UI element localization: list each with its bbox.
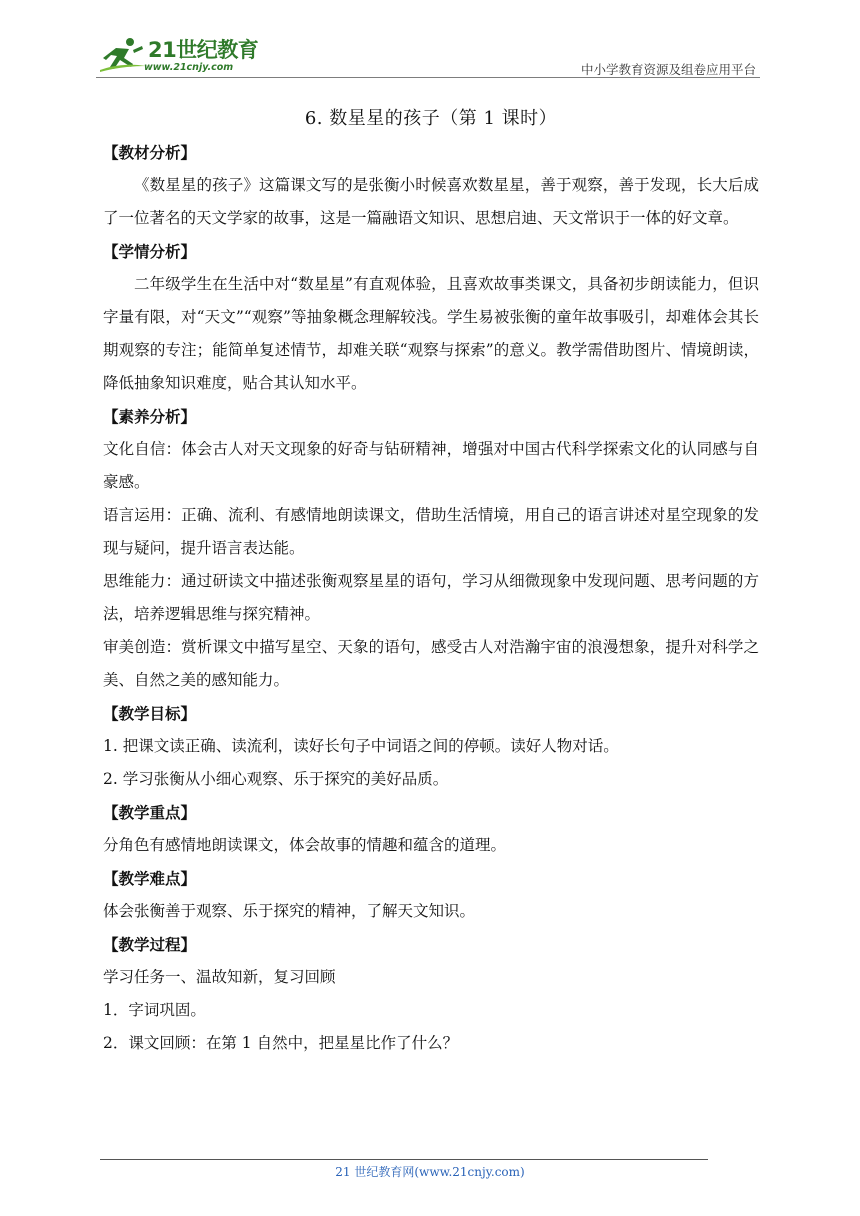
page-header (96, 30, 760, 78)
runner-logo-icon (96, 36, 148, 76)
paragraph-literacy-culture: 文化自信：体会古人对天文现象的好奇与钻研精神，增强对中国古代科学探索文化的认同感与自豪感。 (103, 440, 759, 491)
process-task: 学习任务一、温故知新，复习回顾 (103, 968, 336, 986)
paragraph-literacy-language: 语言运用：正确、流利、有感情地朗读课文，借助生活情境，用自己的语言讲述对星空现象的发现与疑问，提升语言表达能。 (103, 506, 759, 557)
paragraph-literacy-aesthetic: 审美创造：赏析课文中描写星空、天象的语句，感受古人对浩瀚宇宙的浪漫想象，提升对科学之美、自然之美的感知能力。 (103, 638, 759, 689)
paragraph-student: 二年级学生在生活中对“数星星”有直观体验，且喜欢故事类课文，具备初步朗读能力，但识字量有限，对“天文”“观察”等抽象概念理解较浅。学生易被张衡的童年故事吸引，却难体会其长期观察的专注；能简单复述情节，却难关联“观察与探索”的意义。教学需借助图片、情境朗读，降低抽象知识难度，贴合其认知水平。 (103, 275, 759, 392)
process-step: 1．字词巩固。 (103, 1001, 206, 1019)
section-heading-difficulty: 【教学难点】 (103, 869, 197, 888)
footer-divider (100, 1159, 708, 1160)
section-heading-process: 【教学过程】 (103, 935, 197, 954)
header-divider (96, 77, 760, 78)
platform-tagline: 中小学教育资源及组卷应用平台 (580, 62, 756, 77)
footer-link[interactable]: 21 世纪教育网(www.21cnjy.com) (335, 1165, 525, 1179)
page-title: 6. 数星星的孩子（第 1 课时） (304, 108, 558, 129)
goal-item: 2. 学习张衡从小细心观察、乐于探究的美好品质。 (103, 770, 449, 788)
site-logo (96, 36, 266, 76)
logo-wordmark: 21世纪教育 (148, 38, 259, 62)
paragraph-textbook: 《数星星的孩子》这篇课文写的是张衡小时候喜欢数星星，善于观察，善于发现，长大后成了一位著名的天文学家的故事，这是一篇融语文知识、思想启迪、天文常识于一体的好文章。 (103, 176, 759, 227)
document-body (103, 102, 759, 1060)
paragraph-difficulty: 体会张衡善于观察、乐于探究的精神，了解天文知识。 (103, 902, 476, 920)
section-heading-literacy: 【素养分析】 (103, 407, 197, 426)
section-heading-key: 【教学重点】 (103, 803, 197, 822)
section-heading-textbook: 【教材分析】 (103, 143, 197, 162)
section-heading-goals: 【教学目标】 (103, 704, 197, 723)
section-heading-student: 【学情分析】 (103, 242, 197, 261)
paragraph-key: 分角色有感情地朗读课文，体会故事的情趣和蕴含的道理。 (103, 836, 507, 854)
logo-url: www.21cnjy.com (144, 62, 234, 73)
paragraph-literacy-thinking: 思维能力：通过研读文中描述张衡观察星星的语句，学习从细微现象中发现问题、思考问题的方法，培养逻辑思维与探究精神。 (103, 572, 759, 623)
goal-item: 1. 把课文读正确、读流利，读好长句子中词语之间的停顿。读好人物对话。 (103, 737, 619, 755)
process-step: 2．课文回顾：在第 1 自然中，把星星比作了什么？ (103, 1034, 459, 1052)
